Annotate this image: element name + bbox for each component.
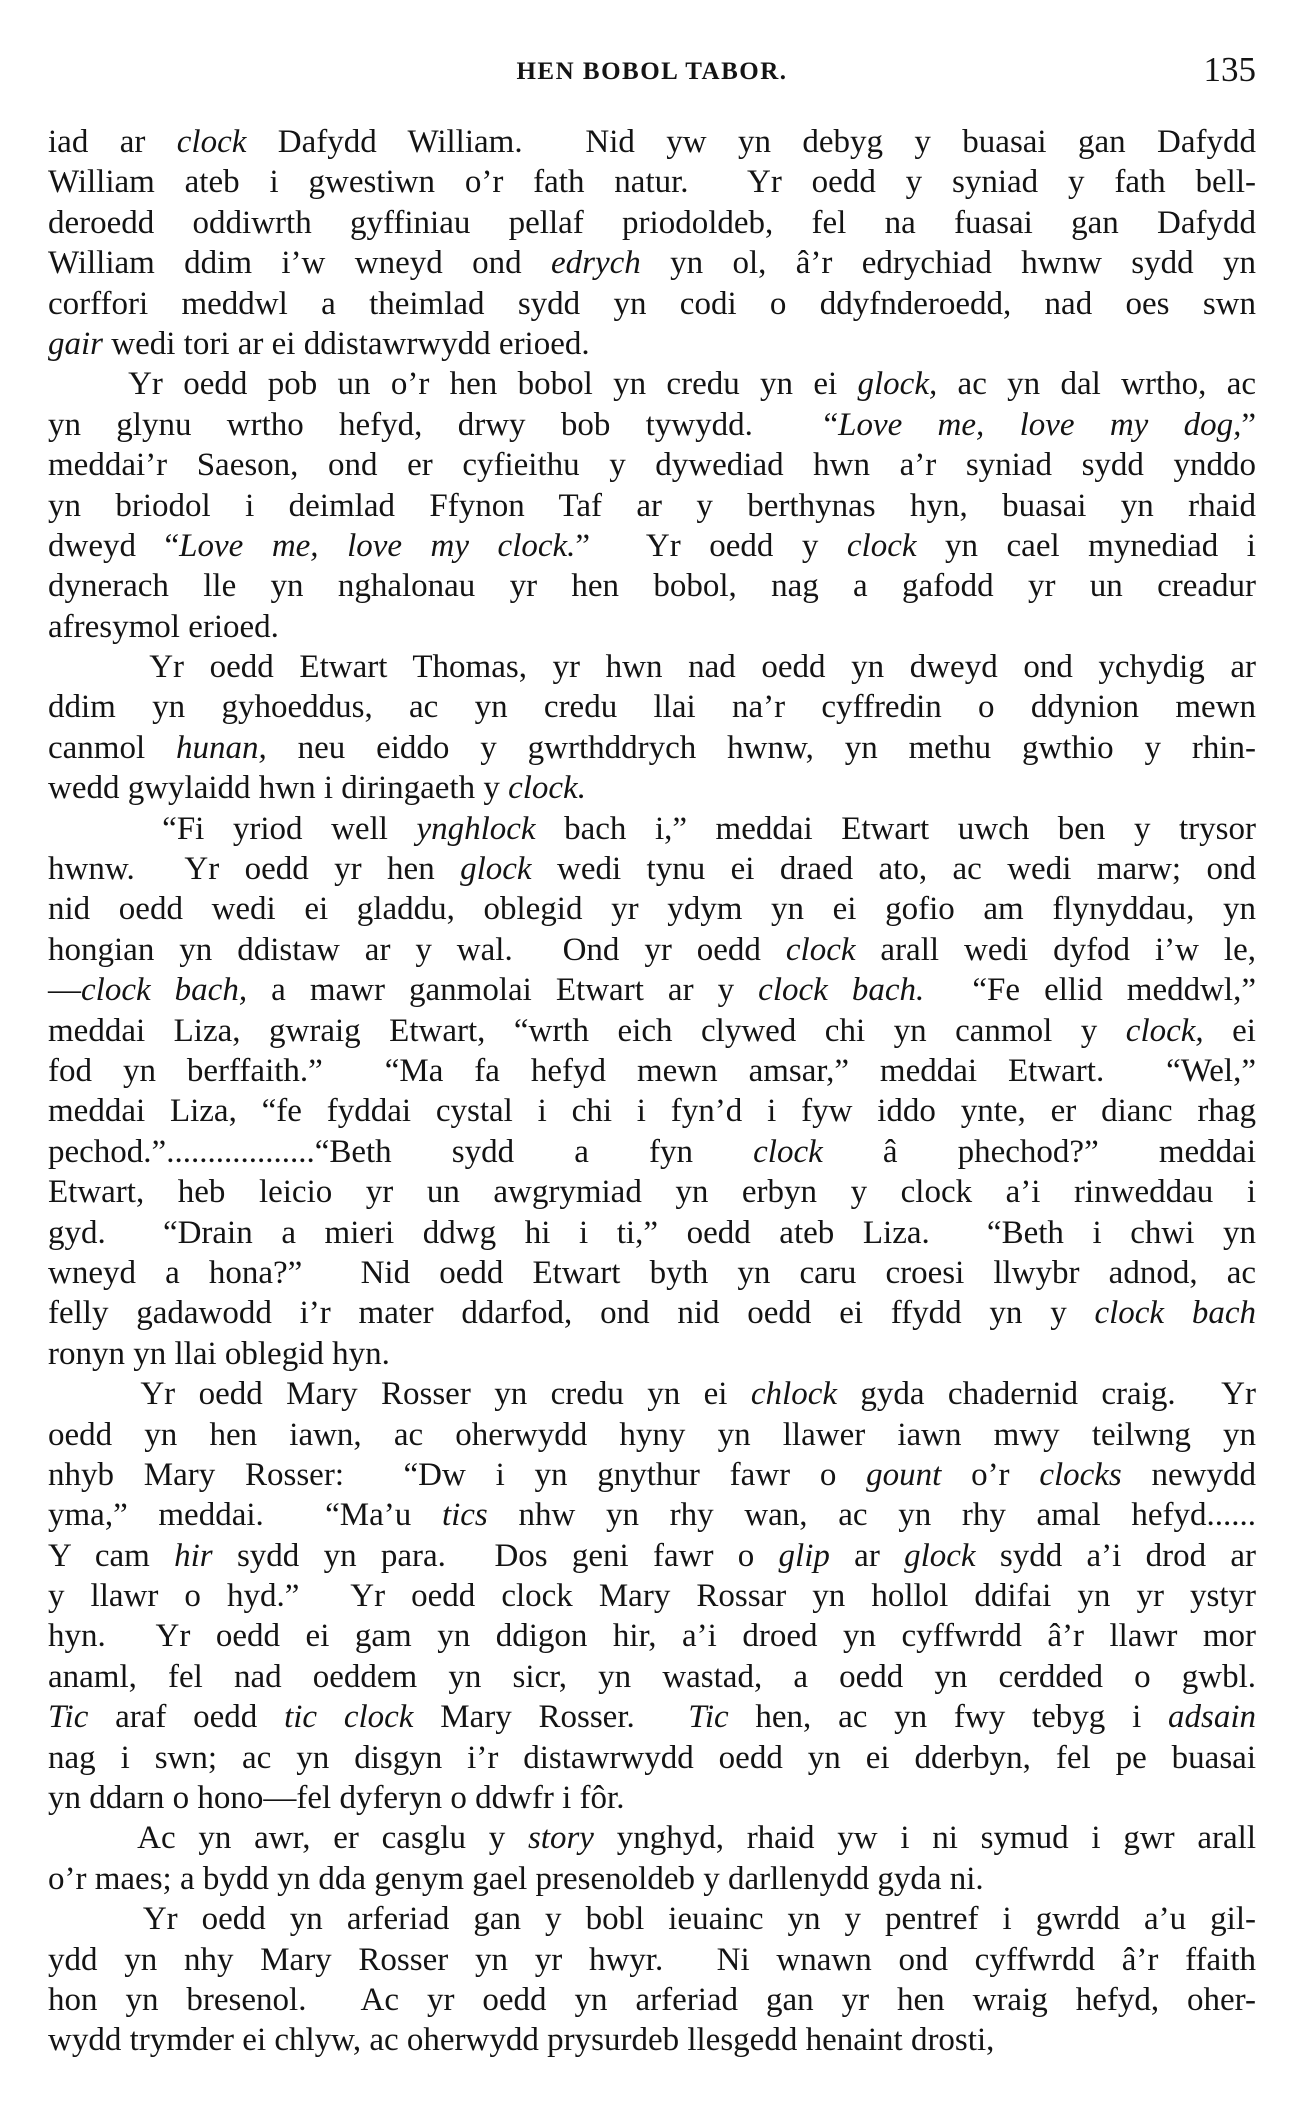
text-run: Y cam — [48, 1537, 175, 1574]
text-line — [48, 1415, 1256, 1455]
text-run: canmol — [48, 729, 176, 766]
italic-text: Love me, love my clock. — [179, 527, 576, 564]
text-run: nhw yn rhy wan, ac yn rhy amal hefyd...... — [487, 1497, 1257, 1534]
text-run: sydd yn para. Dos geni fawr o — [212, 1537, 779, 1574]
text-run: bach i,” meddai Etwart uwch ben y trysor — [535, 810, 1256, 847]
italic-text: clock bach, — [81, 972, 248, 1009]
text-run: deroedd oddiwrth gyffiniau pellaf priodoldeb, fel na fuasai gan Dafydd — [48, 204, 1256, 241]
text-run: — — [48, 972, 81, 1009]
italic-text: glock, — [857, 366, 938, 403]
paragraph — [48, 364, 1256, 647]
text-run: o’r maes; a bydd yn dda genym gael presenoldeb y darllenydd gyda ni. — [48, 1860, 984, 1897]
paragraph — [48, 1818, 1256, 1899]
italic-text: hir — [174, 1537, 213, 1574]
text-line — [48, 1495, 1256, 1535]
italic-text: tic clock — [284, 1699, 414, 1736]
text-line — [48, 526, 1256, 566]
text-line — [48, 1576, 1256, 1616]
body-text — [48, 122, 1256, 2061]
text-line — [48, 1253, 1256, 1293]
text-run: â phechod?” meddai — [822, 1133, 1256, 1170]
text-run: felly gadawodd i’r mater ddarfod, ond nid oedd ei ffydd yn y — [48, 1295, 1095, 1332]
italic-text: clock bach — [1094, 1295, 1256, 1332]
text-run: nag i swn; ac yn disgyn i’r distawrwydd oedd yn ei dderbyn, fel pe buasai — [48, 1739, 1256, 1776]
text-run: hon yn bresenol. Ac yr oedd yn arferiad gan yr hen wraig hefyd, oher- — [48, 1981, 1256, 2018]
text-run: hen, ac yn fwy tebyg i — [728, 1699, 1169, 1736]
running-title: HEN BOBOL TABOR. — [516, 58, 788, 85]
text-run: wedi tynu ei draed ato, ac wedi marw; ond — [531, 851, 1256, 888]
text-line — [48, 162, 1256, 202]
text-run: corffori meddwl a theimlad sydd yn codi o ddyfnderoedd, nad oes swn — [48, 285, 1256, 322]
text-line — [48, 1778, 1256, 1818]
text-line — [48, 1455, 1256, 1495]
italic-text: Tic — [688, 1699, 729, 1736]
text-line — [48, 687, 1256, 727]
text-line — [48, 1818, 1256, 1858]
text-line — [48, 970, 1256, 1010]
text-line — [48, 1738, 1256, 1778]
text-run: yn briodol i deimlad Ffynon Taf ar y berthynas hyn, buasai yn rhaid — [48, 487, 1256, 524]
text-run: anaml, fel nad oeddem yn sicr, yn wastad, a oedd yn cerdded o gwbl. — [48, 1658, 1256, 1695]
text-run: wydd trymder ei chlyw, ac oherwydd prysurdeb llesgedd henaint drosti, — [48, 2022, 995, 2059]
text-line — [48, 930, 1256, 970]
text-line — [48, 1899, 1256, 1939]
text-run: sydd a’i drod ar — [975, 1537, 1256, 1574]
text-run: ” — [1241, 406, 1256, 443]
text-run: yn cael mynediad i — [916, 527, 1256, 564]
text-run: William ddim i’w wneyd ond — [48, 245, 551, 282]
text-run: hyn. Yr oedd ei gam yn ddigon hir, a’i droed yn cyffwrdd â’r llawr mor — [48, 1618, 1256, 1655]
text-run: a mawr ganmolai Etwart ar y — [247, 972, 759, 1009]
text-line — [48, 405, 1256, 445]
text-run: Dafydd William. Nid yw yn debyg y buasai gan Dafydd — [246, 124, 1257, 160]
text-line — [48, 445, 1256, 485]
italic-text: clocks — [1039, 1456, 1122, 1493]
text-line — [48, 1293, 1256, 1333]
text-run: dweyd “ — [48, 527, 180, 564]
text-run: gyda chadernid craig. Yr — [836, 1376, 1256, 1413]
text-line — [48, 1980, 1256, 2020]
italic-text: Love me, love my dog, — [838, 406, 1242, 443]
text-line — [48, 1213, 1256, 1253]
text-run: meddai Liza, gwraig Etwart, “wrth eich clywed chi yn canmol y — [48, 1012, 1126, 1049]
italic-text: clock — [846, 527, 917, 564]
text-line — [48, 889, 1256, 929]
italic-text: Tic — [48, 1699, 89, 1736]
italic-text: clock bach. — [758, 972, 925, 1009]
text-run: meddai Liza, “fe fyddai cystal i chi i fyn’d i fyw iddo ynte, er dianc rhag — [48, 1093, 1256, 1130]
italic-text: adsain — [1168, 1699, 1257, 1736]
text-run: “Fe ellid meddwl,” — [924, 972, 1256, 1009]
italic-text: glip — [778, 1537, 830, 1574]
text-run: afresymol erioed. — [48, 608, 279, 645]
italic-text: clock, — [1125, 1012, 1204, 1049]
text-run: dynerach lle yn nghalonau yr hen bobol, nag a gafodd yr un creadur — [48, 568, 1256, 605]
text-line — [48, 203, 1256, 243]
text-line — [48, 284, 1256, 324]
italic-text: edrych — [550, 245, 641, 282]
text-line — [48, 566, 1256, 606]
italic-text: clock — [176, 124, 247, 160]
text-line — [48, 1616, 1256, 1656]
text-line — [48, 1132, 1256, 1172]
text-line — [48, 809, 1256, 849]
text-line — [48, 607, 1256, 647]
text-line — [48, 1091, 1256, 1131]
text-line — [48, 1697, 1256, 1737]
italic-text: clock — [785, 931, 856, 968]
text-line — [48, 1657, 1256, 1697]
text-run: wedd gwylaidd hwn i diringaeth y — [48, 770, 509, 807]
italic-text: glock — [904, 1537, 976, 1574]
text-run: yn glynu wrtho hefyd, drwy bob tywydd. “ — [48, 406, 839, 443]
italic-text: tics — [441, 1497, 488, 1534]
text-run: ynghyd, rhaid yw i ni symud i gwr arall — [593, 1820, 1257, 1857]
italic-text: clock — [753, 1133, 823, 1170]
text-run: nhyb Mary Rosser: “Dw i yn gnythur fawr o — [48, 1456, 867, 1493]
text-line — [48, 364, 1256, 404]
text-run: ei — [1203, 1012, 1256, 1049]
text-run: Etwart, heb leicio yr un awgrymiad yn erbyn y clock a’i rinweddau i — [48, 1174, 1256, 1211]
text-run: iad ar — [48, 124, 177, 160]
text-run: William ateb i gwestiwn o’r fath natur. Yr oedd y syniad y fath bell- — [48, 164, 1256, 201]
text-line — [48, 1172, 1256, 1212]
text-run: Yr oedd Mary Rosser yn credu yn ei — [48, 1376, 751, 1413]
text-run: ydd yn nhy Mary Rosser yn yr hwyr. Ni wnawn ond cyffwrdd â’r ffaith — [48, 1941, 1256, 1978]
text-run: “Fi yriod well — [48, 810, 417, 847]
text-line — [48, 849, 1256, 889]
italic-text: story — [527, 1820, 594, 1857]
text-line — [48, 1940, 1256, 1980]
paragraph — [48, 809, 1256, 1374]
text-line — [48, 647, 1256, 687]
text-run: yn ddarn o hono—fel dyferyn o ddwfr i fôr. — [48, 1780, 625, 1817]
text-run: pechod.”..................“Beth sydd a fyn — [48, 1133, 754, 1170]
paragraph — [48, 1899, 1256, 2061]
text-run: ddim yn gyhoeddus, ac yn credu llai na’r cyffredin o ddynion mewn — [48, 689, 1256, 726]
text-run: y llawr o hyd.” Yr oedd clock Mary Rossar yn hollol ddifai yn yr ystyr — [48, 1578, 1256, 1615]
text-line — [48, 768, 1256, 808]
text-line — [48, 1859, 1256, 1899]
text-line — [48, 324, 1256, 364]
text-line — [48, 2020, 1256, 2060]
italic-text: ynghlock — [416, 810, 536, 847]
text-run: Ac yn awr, er casglu y — [48, 1820, 528, 1857]
text-run: Yr oedd pob un o’r hen bobol yn credu yn ei — [48, 366, 858, 403]
text-line — [48, 1334, 1256, 1374]
italic-text: chlock — [750, 1376, 837, 1413]
page-number: 135 — [1203, 50, 1256, 89]
text-run: o’r — [941, 1456, 1040, 1493]
text-run: nid oedd wedi ei gladdu, oblegid yr ydym yn ei gofio am flynyddau, yn — [48, 891, 1256, 928]
text-line — [48, 243, 1256, 283]
paragraph — [48, 1374, 1256, 1818]
text-line — [48, 486, 1256, 526]
text-line — [48, 728, 1256, 768]
page-header — [48, 50, 1256, 100]
text-run: neu eiddo y gwrthddrych hwnw, yn methu gwthio y rhin- — [266, 729, 1256, 766]
italic-text: clock. — [508, 770, 586, 807]
text-run: gyd. “Drain a mieri ddwg hi i ti,” oedd ateb Liza. “Beth i chwi yn — [48, 1214, 1256, 1251]
text-run: ronyn yn llai oblegid hyn. — [48, 1335, 390, 1372]
text-line — [48, 1536, 1256, 1576]
text-run: arall wedi dyfod i’w le, — [855, 931, 1256, 968]
text-run: wneyd a hona?” Nid oedd Etwart byth yn caru croesi llwybr adnod, ac — [48, 1254, 1256, 1291]
italic-text: gair — [48, 325, 104, 362]
text-run: hongian yn ddistaw ar y wal. Ond yr oedd — [48, 931, 786, 968]
text-run: newydd — [1121, 1456, 1257, 1493]
paragraph — [48, 647, 1256, 809]
italic-text: gount — [866, 1456, 942, 1493]
text-run: Yr oedd Etwart Thomas, yr hwn nad oedd yn dweyd ond ychydig ar — [48, 649, 1256, 686]
text-line — [48, 122, 1256, 162]
text-run: oedd yn hen iawn, ac oherwydd hyny yn llawer iawn mwy teilwng yn — [48, 1416, 1256, 1453]
text-run: wedi tori ar ei ddistawrwydd erioed. — [103, 325, 590, 362]
text-line — [48, 1011, 1256, 1051]
text-line — [48, 1051, 1256, 1091]
text-run: Mary Rosser. — [413, 1699, 689, 1736]
text-run: ar — [829, 1537, 905, 1574]
text-run: fod yn berffaith.” “Ma fa hefyd mewn amsar,” meddai Etwart. “Wel,” — [48, 1052, 1256, 1089]
text-run: araf oedd — [88, 1699, 285, 1736]
text-line — [48, 1374, 1256, 1414]
text-run: Yr oedd yn arferiad gan y bobl ieuainc yn y pentref i gwrdd a’u gil- — [48, 1901, 1256, 1938]
text-run: yn ol, â’r edrychiad hwnw sydd yn — [640, 245, 1256, 282]
italic-text: hunan, — [176, 729, 267, 766]
text-run: hwnw. Yr oedd yr hen — [48, 851, 461, 888]
text-run: meddai’r Saeson, ond er cyfieithu y dywediad hwn a’r syniad sydd ynddo — [48, 447, 1256, 484]
paragraph — [48, 122, 1256, 364]
italic-text: glock — [460, 851, 532, 888]
text-run: yma,” meddai. “Ma’u — [48, 1497, 442, 1534]
text-run: ” Yr oedd y — [575, 527, 847, 564]
text-run: ac yn dal wrtho, ac — [937, 366, 1256, 403]
